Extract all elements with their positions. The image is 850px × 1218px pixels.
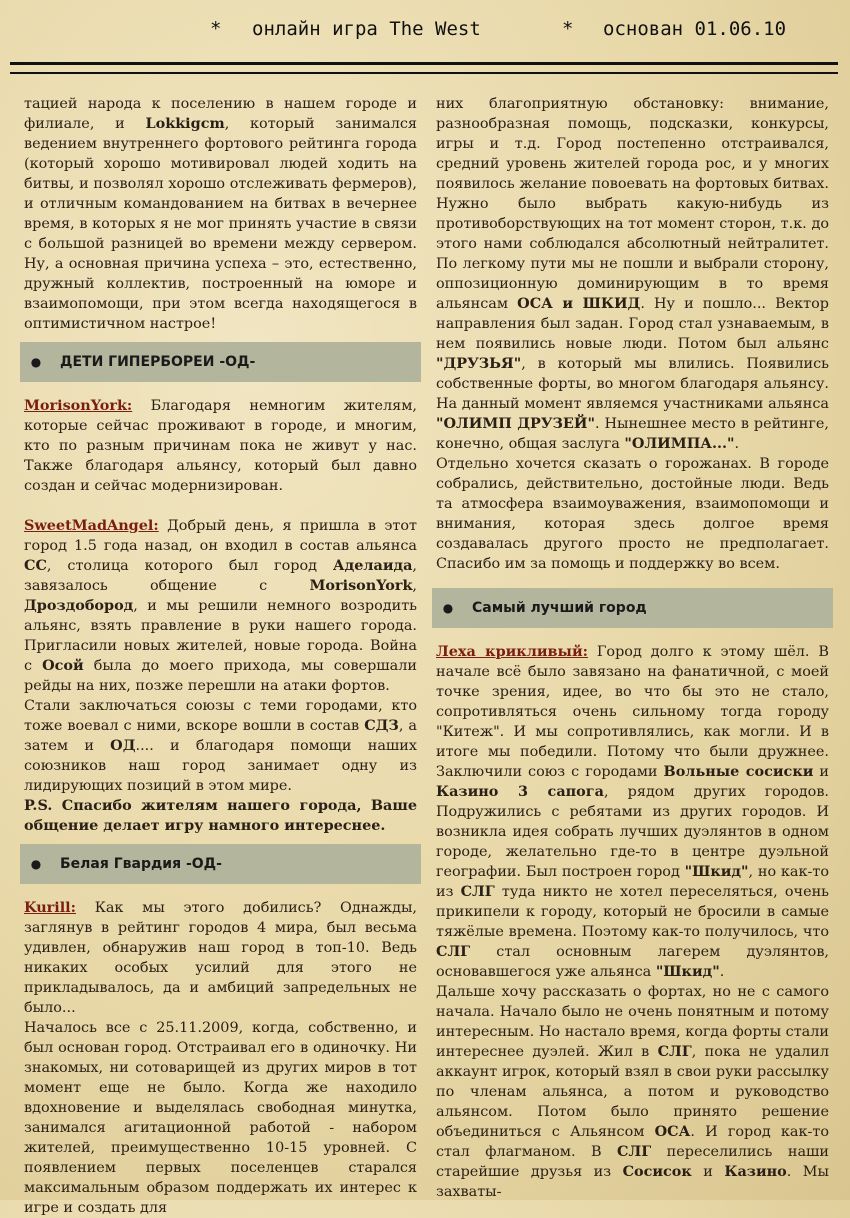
section-title: Белая Гвардия -ОД- <box>60 856 222 872</box>
right-column <box>436 94 830 1200</box>
postscript: P.S. Спасибо жителям нашего города, Ваше общение делает игру намного интереснее. <box>24 797 417 834</box>
paragraph: тацией народа к поселению в нашем городе и филиале, и Lokkigcm, который занимался ведением внутреннего фортового рейтинга города (который хорошо мотивировал людей ходить на битвы, и позволял хорошо отслеживать фермеров), и отличным командованием на битвах в вечернее время, в которых я не мог принять участие в связи с большой разницей во времени между сервером. Ну, а основная причина успеха – это, естественно, дружный коллектив, построенный на юморе и взаимопомощи, при этом всегда находящегося в оптимистичном настрое! <box>24 96 417 332</box>
paragraph: Отдельно хочется сказать о горожанах. В городе собрались, действительно, достойные люди. Ведь та атмосфера взаимоуважения, взаимопомощи и внимания, которая здесь долгое время создавалась другого просто не предполагает. Спасибо им за помощь и поддержку во всем. <box>436 456 829 572</box>
nickname: Леха крикливый: <box>436 643 588 660</box>
masthead-rule-bottom <box>10 72 838 74</box>
nickname: MorisonYork: <box>24 397 133 414</box>
paragraph: Стали заключаться союзы с теми городами, кто тоже воевал с ними, вскоре вошли в состав СДЗ, а затем и ОД.... и благодаря помощи наших союзников наш город занимает одну из лидирующих позиций в этом мире. <box>24 698 417 794</box>
paragraph: Дальше хочу рассказать о фортах, но не с самого начала. Начало было не очень понятным и потому интересным. Но настало время, когда форты стали интереснее дуэлей. Жил в СЛГ, пока не удалил аккаунт игрок, который взял в свои руки рассылку по членам альянса, а потом и руководство альянсом. Потом было принято решение объединиться с Альянсом ОСА. И город как-то стал флагманом. В СЛГ переселились наши старейшие друзья из Сосисок и Казино. Мы захваты- <box>436 984 829 1200</box>
section-header <box>432 588 833 628</box>
masthead-title: онлайн игра The West <box>252 18 481 40</box>
nickname: Kurill: <box>24 899 76 916</box>
section-header <box>20 342 421 382</box>
section-title: ДЕТИ ГИПЕРБОРЕИ -ОД- <box>60 354 256 370</box>
nickname: SweetMadAngel: <box>24 517 159 534</box>
nickname: Lokkigcm <box>145 115 225 132</box>
masthead-founded: основан 01.06.10 <box>603 18 787 40</box>
interview-answer: Леха крикливый: Город долго к этому шёл. В начале всё было завязано на фанатичной, с моей точке зрения, идее, во что бы это не стало, сопротивляться очень сильному тогда городу "Китеж". И мы сопротивлялись, как могли. И в итоге мы победили. Потому что были дружнее. Заключили союз с городами Вольные сосиски и Казино 3 сапога, рядом других городов. Подружились с ребятами из других городов. И возникла идея собрать лучших дуэлянтов в одном городе, желательно где-то в центре дуэльной географии. Был построен город "Шкид", но как-то из СЛГ туда никто не хотел переселяться, очень прикипели к городу, который не бросили в самые тяжёлые времена. Поэтому как-то получилось, что СЛГ стал основным лагерем дуэлянтов, основавшегося уже альянса "Шкид". <box>436 643 830 980</box>
interview-answer: Kurill: Как мы этого добились? Однажды, заглянув в рейтинг городов 4 мира, был весьма удивлен, обнаружив наш город в топ-10. Ведь никаких особых усилий для этого не прикладывалось, да и амбиций запредельных не было... <box>24 899 417 1016</box>
paragraph: них благоприятную обстановку: внимание, разнообразная помощь, подсказки, конкурсы, игры и т.д. Город постепенно отстраивался, средний уровень жителей города рос, и у многих появилось желание повоевать на фортовых битвах. Нужно было выбрать какую-нибудь из противоборствующих на тот момент сторон, т.к. до этого нами соблюдался абсолютный нейтралитет. По легкому пути мы не пошли и выбрали сторону, оппозиционную доминирующим в то время альянсам ОСА и ШКИД. Ну и пошло... Вектор направления был задан. Город стал узнаваемым, в нем появились новые люди. Потом был альянс "ДРУЗЬЯ", в который мы влились. Появились собственные форты, во многом благодаря альянсу. На данный момент являемся участниками альянса "ОЛИМП ДРУЗЕЙ". Нынешнее место в рейтинге, конечно, общая заслуга "ОЛИМПА...". <box>436 96 829 452</box>
masthead-star-right: * <box>562 18 574 40</box>
bullet-icon: ● <box>30 355 42 369</box>
section-title: Самый лучший город <box>472 600 647 616</box>
masthead <box>0 18 850 48</box>
masthead-rule-top <box>10 62 838 65</box>
bullet-icon: ● <box>30 857 42 871</box>
bullet-icon: ● <box>442 601 454 615</box>
interview-answer: SweetMadAngel: Добрый день, я пришла в этот город 1.5 года назад, он входил в состав альянса СС, столица которого был город Аделаида, завязалось общение с MorisonYork, Дроздобород, и мы решили немного возродить альянс, взять правление в руки нашего города. Пригласили новых жителей, новые города. Война с Осой была до моего прихода, мы совершали рейды на них, позже перешли на атаки фортов. <box>24 517 417 694</box>
masthead-star-left: * <box>210 18 222 40</box>
interview-answer: MorisonYork: Благодаря немногим жителям, которые сейчас проживают в городе, и многим, кто по разным причинам пока не живут у нас. Также благодаря альянсу, который был давно создан и сейчас модернизирован. <box>24 397 417 494</box>
left-column <box>24 94 417 1216</box>
paragraph: Началось все с 25.11.2009, когда, собственно, и был основан город. Отстраивал его в одиночку. Ни знакомых, ни сотоварищей из других миров в тот момент еще не было. Когда же находило вдохновение и выделялась свободная минутка, занимался агитационной работой - набором жителей, преимущественно 10-15 уровней. С появлением первых поселенцев старался максимальным образом поддержать их интерес к игре и создать для <box>24 1020 417 1216</box>
section-header <box>20 844 421 884</box>
